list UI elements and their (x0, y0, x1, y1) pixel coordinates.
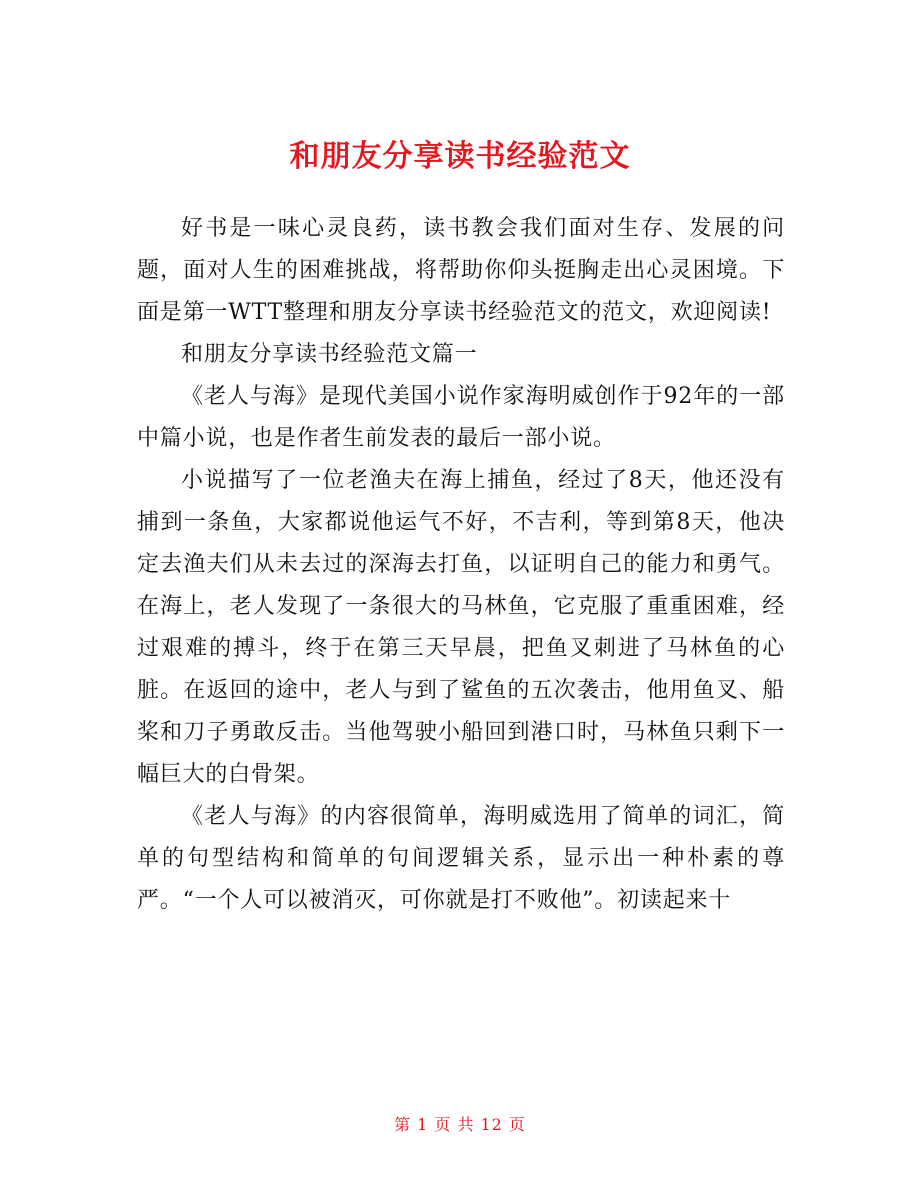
section-heading: 和朋友分享读书经验范文篇一 (181, 342, 478, 367)
paragraph-book-intro: 《老人与海》是现代美国小说作家海明威创作于92年的一部中篇小说，也是作者生前发表的最后一部小说。 (137, 384, 785, 451)
footer-suffix: 页 (508, 1115, 526, 1134)
document-body (137, 208, 785, 922)
footer-middle: 页 共 (434, 1115, 475, 1134)
footer-total-pages: 12 (480, 1115, 503, 1134)
paragraph-intro: 好书是一味心灵良药，读书教会我们面对生存、发展的问题，面对人生的困难挑战，将帮助你仰头挺胸走出心灵困境。下面是第一WTT整理和朋友分享读书经验范文的范文，欢迎阅读! (137, 216, 785, 325)
footer-page-number: 1 (417, 1115, 429, 1134)
paragraph-summary: 小说描写了一位老渔夫在海上捕鱼，经过了8天，他还没有捕到一条鱼，大家都说他运气不好，不吉利，等到第8天，他决定去渔夫们从未去过的深海去打鱼，以证明自己的能力和勇气。在海上，老人发现了一条很大的马林鱼，它克服了重重困难，经过艰难的搏斗，终于在第三天早晨，把鱼叉刺进了马林鱼的心脏。在返回的途中，老人与到了鲨鱼的五次袭击，他用鱼叉、船桨和刀子勇敢反击。当他驾驶小船回到港口时，马林鱼只剩下一幅巨大的白骨架。 (137, 468, 785, 787)
document-title: 和朋友分享读书经验范文 (289, 139, 631, 175)
footer-prefix: 第 (394, 1115, 412, 1134)
paragraph-analysis: 《老人与海》的内容很简单，海明威选用了简单的词汇，简单的句型结构和简单的句间逻辑关系，显示出一种朴素的尊严。“一个人可以被消灭，可你就是打不败他”。初读起来十 (137, 804, 785, 913)
page-footer (0, 1113, 920, 1137)
